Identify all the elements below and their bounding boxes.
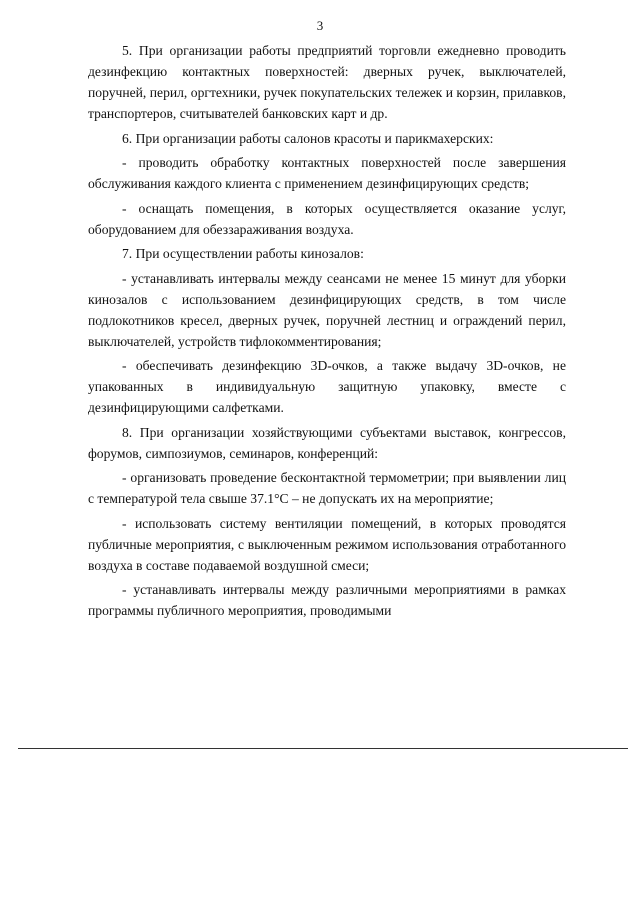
footer-divider (18, 748, 628, 749)
paragraph-item-7-cinemas: 7. При осуществлении работы кинозалов: (122, 246, 364, 261)
bullet-cinemas-3d-glasses: - обеспечивать дезинфекцию 3D-очков, а также выдачу 3D-очков, не упакованных в индивидуальную защитную упаковку, вместе с дезинфицирующими салфетками. (88, 358, 566, 415)
bullet-salons-air: - оснащать помещения, в которых осуществляется оказание услуг, оборудованием для обеззараживания воздуха. (88, 200, 566, 237)
document-body (88, 40, 566, 625)
paragraph-item-6-salons: 6. При организации работы салонов красоты и парикмахерских: (122, 130, 494, 146)
bullet-cinemas-intervals: - устанавливать интервалы между сеансами не менее 15 минут для уборки кинозалов с использованием дезинфицирующих средств, в том числе подлокотников кресел, дверных ручек, поручней лестниц и ограждений перил, выключателей, устройств тифлокомментирования; (88, 270, 566, 349)
bullet-events-thermometry: - организовать проведение бесконтактной термометрии; при выявлении лиц с температурой тела свыше 37.1°С – не допускать их на мероприятие; (88, 470, 566, 506)
page-number: 3 (316, 18, 324, 33)
bullet-events-ventilation: - использовать систему вентиляции помещений, в которых проводятся публичные мероприятия, с выключенным режимом использования отработанного воздуха в составе подаваемой воздушной смеси; (88, 515, 566, 573)
paragraph-item-5-trade: 5. При организации работы предприятий торговли ежедневно проводить дезинфекцию контактных поверхностей: дверных ручек, выключателей, поручней, перил, оргтехники, ручек покупательских тележек и корзин, прилавков, транспортеров, считывателей банковских карт и др. (88, 43, 566, 121)
bullet-events-intervals: - устанавливать интервалы между различными мероприятиями в рамках программы публичного мероприятия, проводимыми (88, 582, 566, 618)
paragraph-item-8-events: 8. При организации хозяйствующими субъектами выставок, конгрессов, форумов, симпозиумов, семинаров, конференций: (88, 424, 566, 461)
bullet-salons-surfaces: - проводить обработку контактных поверхностей после завершения обслуживания каждого клиента с применением дезинфицирующих средств; (88, 155, 566, 191)
